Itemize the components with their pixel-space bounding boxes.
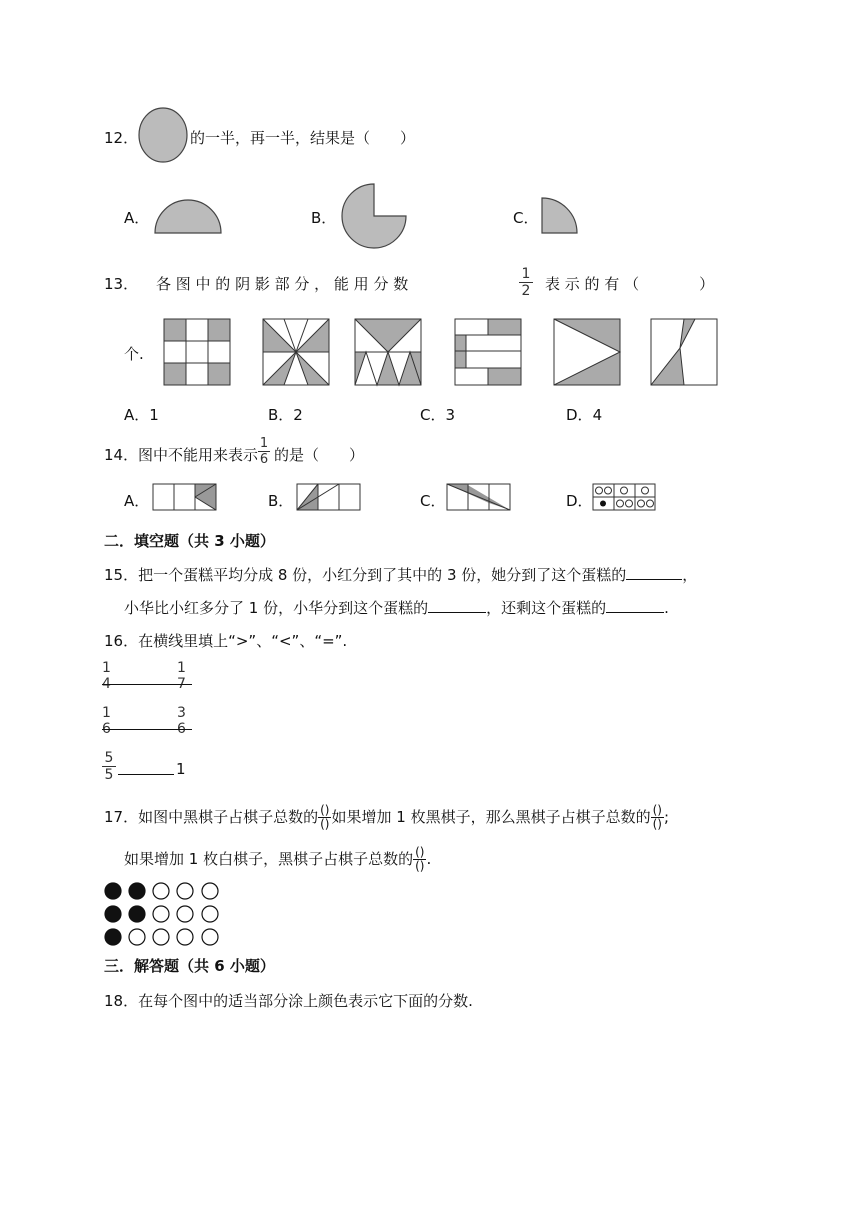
q15-blank-3[interactable] [606,598,664,613]
q17-line2 [124,846,431,873]
q17-blank-fraction-3[interactable] [414,846,425,873]
q13-figure-2-pinwheel [262,318,330,386]
q16-row2-right-num: 3 [177,705,186,721]
q16-row1-right-fraction [177,660,186,692]
q14-number: 14． [104,446,139,464]
q13-text-line2: 个. [124,345,144,363]
q13-text-after: 表 示 的 有 （ ） [545,275,715,293]
q14-text-after: 的是（ ） [274,446,365,464]
q17-blank-3-den: () [415,859,425,873]
q17-line1 [104,804,669,831]
q17-blank-fraction-1[interactable] [319,804,330,831]
q13-number: 13． [104,275,139,293]
q13-option-c-value: 3 [445,406,456,424]
q13-fraction [519,266,533,299]
q16-text: 在横线里填上“>”、“<”、“=”. [138,632,348,650]
q15-line1-text: 把一个蛋糕平均分成 8 份，小红分到了其中的 3 份，她分到了这个蛋糕的 [138,566,627,584]
q13-figure-4-rows [454,318,522,386]
q14-option-c-label[interactable]: C． [420,492,446,510]
q16-row2-right-fraction [177,705,186,737]
q12-option-a-semicircle[interactable] [153,196,223,236]
q16-row1-right-num: 1 [177,660,186,676]
q14-fraction [258,436,270,467]
q13-option-d[interactable] [566,404,602,425]
section-3-title: 三．解答题（共 6 小题） [104,957,275,975]
q16-row2-left-num: 1 [102,705,111,721]
q18-number: 18． [104,992,139,1010]
q13-text-before: 各 图 中 的 阴 影 部 分 ， 能 用 分 数 [156,275,409,293]
q14-fraction-den: 6 [259,452,269,467]
q13-option-b-label: B． [268,406,294,424]
q12-option-c-label[interactable]: C． [513,209,539,227]
q16-row2-left-den: 6 [102,721,111,737]
section-2-title: 二．填空题（共 3 小题） [104,532,275,550]
q16-row2-right-den: 6 [177,721,186,737]
q14-option-b-figure[interactable] [296,483,362,511]
q17-blank-3-num: () [415,845,425,859]
q12-text: 的一半，再一半，结果是（ ） [190,129,416,147]
q16-row1-left-den: 4 [102,676,111,692]
q13-fraction-num: 1 [521,266,531,282]
q16-row2-blank[interactable] [102,729,192,730]
q16-row2-left-fraction [102,705,111,737]
q16-row1-left-num: 1 [102,660,111,676]
q14-option-c-figure[interactable] [446,483,512,511]
q14-option-b-label[interactable]: B． [268,492,294,510]
q15-blank-2[interactable] [428,598,486,613]
q13-figure-3-triangles [354,318,422,386]
q17-line1-a: 如图中黑棋子占棋子总数的 [138,808,319,826]
q14-option-d-circles[interactable] [592,483,658,511]
q14-option-a-label[interactable]: A． [124,492,150,510]
q15-line1 [104,564,697,585]
q16-row1-right-den: 7 [177,676,186,692]
q17-line1-end: ; [663,808,670,826]
q16-row1-blank[interactable] [102,684,192,685]
q17-blank-2-num: () [652,803,662,817]
q16-line [104,630,347,651]
full-circle-figure [138,107,190,165]
q15-number: 15． [104,566,139,584]
q13-figure-1-grid [163,318,231,386]
q17-chess-pieces [104,882,224,948]
q17-blank-1-num: () [320,803,330,817]
q16-row3-left-fraction [102,750,116,783]
q17-line2-a: 如果增加 1 枚白棋子，黑棋子占棋子总数的 [124,850,414,868]
q13-option-d-label: D． [566,406,593,424]
q13-option-b[interactable] [268,404,303,425]
q17-number: 17． [104,808,139,826]
q18-text: 在每个图中的适当部分涂上颜色表示它下面的分数. [138,992,473,1010]
q15-line2 [124,597,669,618]
q15-blank-1[interactable] [626,565,682,580]
q16-row3-blank[interactable] [118,774,174,775]
q17-blank-2-den: () [652,817,662,831]
q13-option-a-value: 1 [149,406,159,424]
q12-option-b-label[interactable]: B． [311,209,337,227]
q13-option-d-value: 4 [592,406,603,424]
q15-line2-b: ，还剩这个蛋糕的 [486,599,607,617]
q16-row3-right: 1 [176,760,186,778]
q15-line1-end: ， [682,566,698,584]
q13-option-b-value: 2 [293,406,303,424]
q18-line [104,990,473,1011]
q15-line2-end: . [664,599,669,617]
q17-blank-fraction-2[interactable] [652,804,663,831]
q16-row3-left-den: 5 [104,767,114,783]
q13-option-c-label: C． [420,406,446,424]
q13-figure-5-triangle [553,318,621,386]
q12-option-a-label[interactable]: A． [124,209,150,227]
q16-row1-left-fraction [102,660,111,692]
q16-number: 16． [104,632,139,650]
q14-text-before: 图中不能用来表示 [138,446,259,464]
q13-option-a-label: A． [124,406,150,424]
q17-line1-b: 如果增加 1 枚黑棋子，那么黑棋子占棋子总数的 [331,808,651,826]
q13-option-a[interactable] [124,404,159,425]
q12-option-c-quarter-circle[interactable] [540,196,580,236]
q14-option-d-label[interactable]: D． [566,492,593,510]
q14-option-a-figure[interactable] [152,483,218,511]
q14-fraction-num: 1 [259,436,269,451]
q13-fraction-den: 2 [521,283,531,299]
q15-line2-a: 小华比小红多分了 1 份，小华分到这个蛋糕的 [124,599,429,617]
q13-option-c[interactable] [420,404,455,425]
q17-line2-end: . [426,850,432,868]
q13-figure-6-slanted [650,318,718,386]
q16-row3-left-num: 5 [104,750,114,766]
q12-option-b-three-quarter-circle[interactable] [338,180,410,252]
q17-blank-1-den: () [320,817,330,831]
q12-number: 12． [104,129,139,147]
